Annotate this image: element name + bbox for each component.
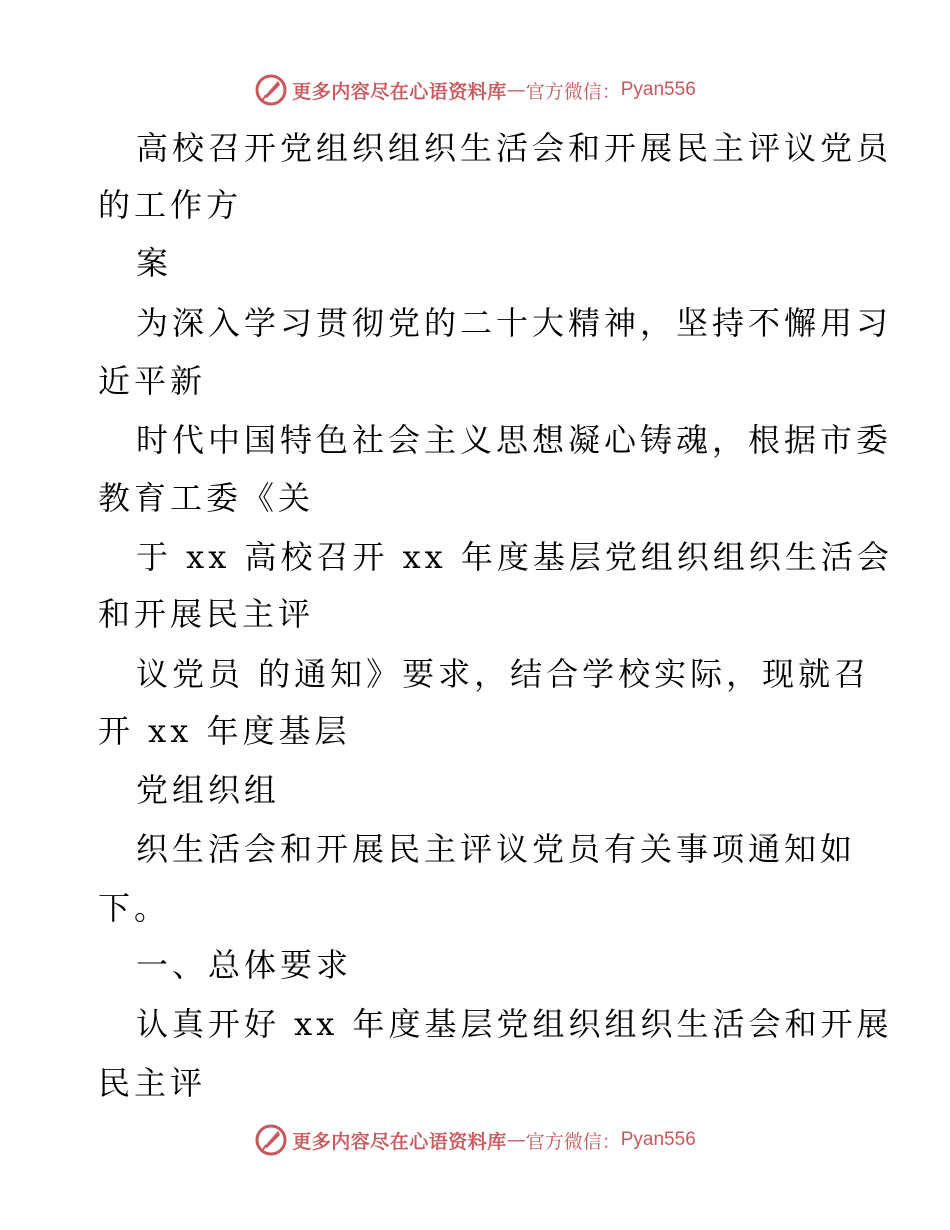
text-line: 时代中国特色社会主义思想凝心铸魂，根据市委 xyxy=(136,421,893,459)
text-line: 于 xx 高校召开 xx 年度基层党组织组织生活会 xyxy=(136,538,893,576)
banner-separator: — xyxy=(506,79,526,101)
banner-text: 更多内容尽在心语资料库 xyxy=(292,1130,507,1153)
text-line: 织生活会和开展民主评议党员有关事项通知如 xyxy=(136,830,857,868)
banner-separator: — xyxy=(506,1129,526,1151)
text-line: 议党员 的通知》要求，结合学校实际，现就召 xyxy=(136,655,871,693)
banner-text: 更多内容尽在心语资料库 xyxy=(292,80,507,103)
text-line: 高校召开党组织组织生活会和开展民主评议党员 xyxy=(136,129,893,167)
text-line: 党组织组 xyxy=(136,771,281,809)
footer-watermark-banner xyxy=(0,1120,950,1160)
text-line: 认真开好 xx 年度基层党组织组织生活会和开展 xyxy=(136,1005,893,1043)
text-line: 下。 xyxy=(98,889,171,927)
banner-wechat-label: 官方微信： xyxy=(525,80,621,103)
quill-logo-icon xyxy=(254,1123,288,1157)
text-line: 的工作方 xyxy=(98,186,243,224)
banner-wechat-id: Pyan556 xyxy=(620,1129,696,1150)
banner-wechat-id: Pyan556 xyxy=(620,79,696,100)
banner-wechat-label: 官方微信： xyxy=(525,1130,621,1153)
text-line: 开 xx 年度基层 xyxy=(98,712,351,750)
text-line: 教育工委《关 xyxy=(98,479,315,517)
section-heading: 一、总体要求 xyxy=(136,946,353,984)
text-line: 和开展民主评 xyxy=(98,595,315,633)
text-line: 案 xyxy=(136,244,173,282)
text-line: 为深入学习贯彻党的二十大精神，坚持不懈用习 xyxy=(136,304,893,342)
text-line: 近平新 xyxy=(98,362,207,400)
text-line: 民主评 xyxy=(98,1064,207,1102)
